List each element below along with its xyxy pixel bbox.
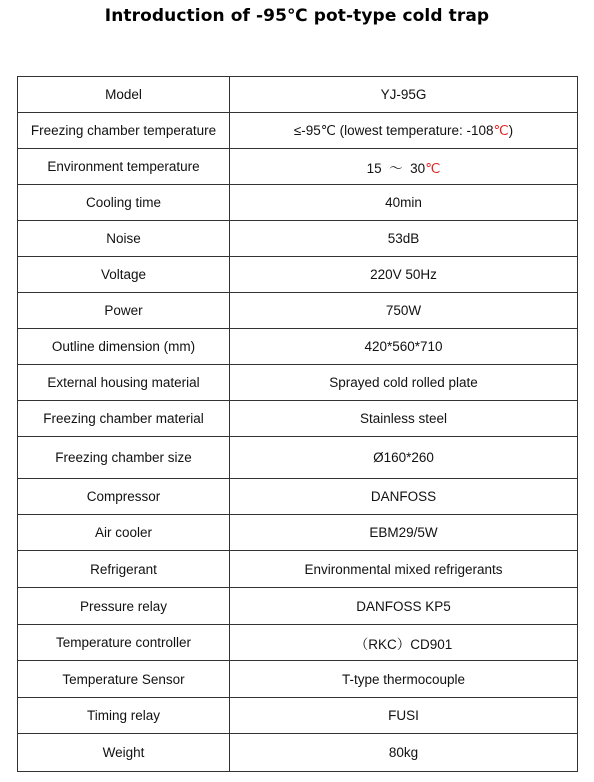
- table-row: [18, 293, 578, 329]
- row-label: Timing relay: [18, 698, 230, 734]
- row-label: Freezing chamber material: [18, 401, 230, 437]
- row-value: [230, 149, 578, 185]
- row-label: Power: [18, 293, 230, 329]
- row-label: Compressor: [18, 479, 230, 515]
- table-row: [18, 515, 578, 551]
- row-value: 420*560*710: [230, 329, 578, 365]
- row-value: 220V 50Hz: [230, 257, 578, 293]
- row-label: Voltage: [18, 257, 230, 293]
- row-label: Outline dimension (mm): [18, 329, 230, 365]
- row-value: YJ-95G: [230, 77, 578, 113]
- row-value: （RKC）CD901: [230, 625, 578, 661]
- row-label: Environment temperature: [18, 149, 230, 185]
- row-value: FUSI: [230, 698, 578, 734]
- table-row: [18, 661, 578, 698]
- row-value: 53dB: [230, 221, 578, 257]
- table-row: [18, 698, 578, 734]
- row-label: Cooling time: [18, 185, 230, 221]
- row-value: [230, 113, 578, 149]
- row-value: Ø160*260: [230, 437, 578, 479]
- table-row: [18, 479, 578, 515]
- page-title: Introduction of -95℃ pot-type cold trap: [104, 6, 490, 26]
- row-label: Model: [18, 77, 230, 113]
- row-label: Freezing chamber size: [18, 437, 230, 479]
- row-value-unit: ℃: [493, 122, 509, 138]
- row-value: DANFOSS: [230, 479, 578, 515]
- row-value-end: ): [508, 122, 514, 138]
- row-value: EBM29/5W: [230, 515, 578, 551]
- row-label: Air cooler: [18, 515, 230, 551]
- spec-table: [17, 76, 578, 772]
- row-value: 40min: [230, 185, 578, 221]
- table-row: [18, 734, 578, 772]
- table-row: [18, 185, 578, 221]
- row-value-text: 15 ～ 30: [366, 160, 426, 176]
- table-row: [18, 625, 578, 661]
- row-value: 80kg: [230, 734, 578, 772]
- row-label: Temperature Sensor: [18, 661, 230, 698]
- table-row: [18, 329, 578, 365]
- row-label: Noise: [18, 221, 230, 257]
- row-label: Pressure relay: [18, 588, 230, 625]
- table-row: [18, 149, 578, 185]
- table-row: [18, 113, 578, 149]
- row-value: Stainless steel: [230, 401, 578, 437]
- table-row: [18, 77, 578, 113]
- row-label: Freezing chamber temperature: [18, 113, 230, 149]
- row-label: External housing material: [18, 365, 230, 401]
- row-value: T-type thermocouple: [230, 661, 578, 698]
- row-label: Temperature controller: [18, 625, 230, 661]
- table-row: [18, 588, 578, 625]
- row-value: DANFOSS KP5: [230, 588, 578, 625]
- table-row: [18, 257, 578, 293]
- row-label: Refrigerant: [18, 551, 230, 588]
- row-value: Sprayed cold rolled plate: [230, 365, 578, 401]
- table-row: [18, 221, 578, 257]
- row-value: Environmental mixed refrigerants: [230, 551, 578, 588]
- table-row: [18, 551, 578, 588]
- table-row: [18, 401, 578, 437]
- row-value: 750W: [230, 293, 578, 329]
- table-row: [18, 365, 578, 401]
- row-label: Weight: [18, 734, 230, 772]
- table-row: [18, 437, 578, 479]
- row-value-unit: ℃: [425, 160, 441, 176]
- row-value-text: ≤-95℃ (lowest temperature: -108: [293, 122, 494, 138]
